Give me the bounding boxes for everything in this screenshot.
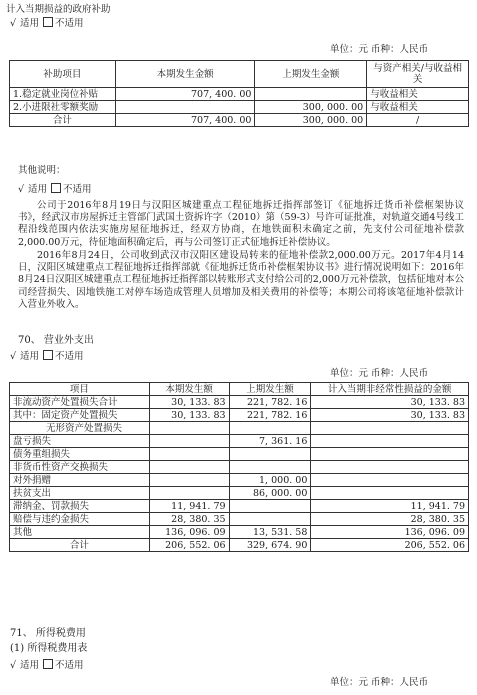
not-applicable-label: 不适用 <box>63 184 92 195</box>
cell-value: 11, 941. 79 <box>149 500 229 513</box>
cell-value: 1, 000. 00 <box>229 474 311 487</box>
table-row <box>10 396 469 409</box>
cell-value <box>311 435 469 448</box>
sec70-applicable-options <box>10 350 84 363</box>
income-tax-subtitle: (1) 所得税费用表 <box>10 643 88 654</box>
row-label: 赔偿与违约金损失 <box>10 513 150 526</box>
cell-value <box>229 513 311 526</box>
subsidy-table-header <box>10 61 469 88</box>
sec70-table-header <box>10 383 469 396</box>
row-label: 非货币性资产交换损失 <box>10 461 150 474</box>
cell-value: 707, 400. 00 <box>115 88 255 101</box>
row-label: 扶贫支出 <box>10 487 150 500</box>
cell-value: 与收益相关 <box>367 88 469 101</box>
header-cell: 与资产相关/与收益相关 <box>367 61 469 88</box>
sec70-unit-label: 单位：元 币种：人民币 <box>330 368 429 379</box>
header-cell: 本期发生额 <box>149 383 229 396</box>
applicable-label: 适用 <box>28 184 48 195</box>
subsidy-section-title: 计入当期损益的政府补助 <box>6 4 111 15</box>
not-applicable-label: 不适用 <box>55 351 84 362</box>
cell-value <box>311 448 469 461</box>
cell-value: 206, 552. 06 <box>149 539 229 552</box>
table-row <box>10 88 469 101</box>
other-notes-paragraph-2: 2016年8月24日，公司收到武汉市汉阳区建设局转来的征地补偿款2,000.00万元。2017年4月14日，汉阳区城建重点工程征地拆迁指挥部就《征地拆迁货币补偿框架协议书》进行情况说明如下：2016年8月24日汉阳区城建重点工程征地拆迁指挥部以转账形式支付给公司的2,000万元补偿款，包括征地对本公司经营损失、因地铁施工对停车场造成管理人员增加及相关费用的补偿等；本期公司将该笔征地补偿款计入营业外收入。 <box>18 250 464 310</box>
checkbox-empty-icon <box>43 659 53 669</box>
cell-value <box>311 461 469 474</box>
cell-value: 28, 380. 35 <box>311 513 469 526</box>
checkbox-empty-icon <box>43 350 53 360</box>
cell-value: 11, 941. 79 <box>311 500 469 513</box>
applicable-label: 适用 <box>20 18 40 29</box>
table-row <box>10 513 469 526</box>
applicable-label: 适用 <box>20 351 40 362</box>
table-row <box>10 487 469 500</box>
cell-value: 221, 782. 16 <box>229 409 311 422</box>
cell-value <box>115 101 255 114</box>
row-label: 其中：固定资产处置损失 <box>10 409 150 422</box>
header-cell: 计入当期非经常性损益的金额 <box>311 383 469 396</box>
row-label: 其他 <box>10 526 150 539</box>
cell-value <box>255 88 367 101</box>
row-label: 无形资产处置损失 <box>10 422 150 435</box>
other-notes-paragraph-1: 公司于2016年8月19日与汉阳区城建重点工程征地拆迁指挥部签订《征地拆迁货币补偿框架协议书》，经武汉市房屋拆迁主管部门武国土资拆许字（2010）第（59-3）号许可证批准，对轨道交通4号线工程沿线范围内依法实施房屋征地拆迁，经双方协商，在地铁面积未确定之前，先支付公司征地补偿款2,000.00万元，待征地面积确定后，再与公司签订正式征地拆迁补偿协议。 <box>18 200 464 248</box>
sec71-applicable-options <box>10 659 84 672</box>
cell-value: 221, 782. 16 <box>229 396 311 409</box>
cell-value <box>149 435 229 448</box>
cell-value <box>229 448 311 461</box>
header-cell: 上期发生金额 <box>255 61 367 88</box>
row-label: 2.小进限社零额奖励 <box>10 101 116 114</box>
cell-value <box>229 422 311 435</box>
subsidy-table <box>9 60 469 127</box>
table-row-total <box>10 114 469 127</box>
table-row <box>10 500 469 513</box>
cell-value <box>311 422 469 435</box>
cell-value <box>229 500 311 513</box>
check-mark-icon: √ <box>10 351 17 362</box>
cell-value: 136, 096. 09 <box>149 526 229 539</box>
cell-value <box>149 422 229 435</box>
row-label: 1.稳定就业岗位补贴 <box>10 88 116 101</box>
cell-value: 707, 400. 00 <box>115 114 255 127</box>
not-applicable-label: 不适用 <box>55 660 84 671</box>
sec71-unit-label: 单位：元 币种：人民币 <box>330 677 429 688</box>
non-operating-expense-table <box>9 382 469 552</box>
header-cell: 补助项目 <box>10 61 116 88</box>
table-row <box>10 526 469 539</box>
check-mark-icon: √ <box>18 184 25 195</box>
cell-value: / <box>367 114 469 127</box>
cell-value: 86, 000. 00 <box>229 487 311 500</box>
row-label: 合计 <box>10 539 150 552</box>
cell-value: 300, 000. 00 <box>255 114 367 127</box>
cell-value <box>149 448 229 461</box>
cell-value: 30, 133. 83 <box>149 409 229 422</box>
table-row <box>10 461 469 474</box>
header-cell: 项目 <box>10 383 150 396</box>
checkbox-empty-icon <box>51 183 61 193</box>
cell-value <box>229 461 311 474</box>
row-label: 合计 <box>10 114 116 127</box>
income-tax-title: 71、 所得税费用 <box>10 628 86 639</box>
other-applicable-options <box>18 183 92 196</box>
check-mark-icon: √ <box>10 660 17 671</box>
check-mark-icon: √ <box>10 18 17 29</box>
table-row <box>10 422 469 435</box>
table-row-total <box>10 539 469 552</box>
cell-value: 与收益相关 <box>367 101 469 114</box>
table-row <box>10 409 469 422</box>
row-label: 对外捐赠 <box>10 474 150 487</box>
cell-value <box>149 487 229 500</box>
header-cell: 本期发生金额 <box>115 61 255 88</box>
cell-value: 30, 133. 83 <box>311 409 469 422</box>
cell-value: 329, 674. 90 <box>229 539 311 552</box>
applicable-label: 适用 <box>20 660 40 671</box>
row-label: 盘亏损失 <box>10 435 150 448</box>
subsidy-unit-label: 单位：元 币种：人民币 <box>330 44 429 55</box>
cell-value <box>149 461 229 474</box>
row-label: 非流动资产处置损失合计 <box>10 396 150 409</box>
cell-value: 7, 361. 16 <box>229 435 311 448</box>
other-notes-title: 其他说明： <box>18 165 66 176</box>
table-row <box>10 435 469 448</box>
cell-value <box>311 474 469 487</box>
cell-value: 206, 552. 06 <box>311 539 469 552</box>
cell-value: 136, 096. 09 <box>311 526 469 539</box>
table-row <box>10 448 469 461</box>
cell-value: 28, 380. 35 <box>149 513 229 526</box>
row-label: 债务重组损失 <box>10 448 150 461</box>
cell-value: 30, 133. 83 <box>149 396 229 409</box>
subsidy-applicable-options <box>10 17 84 30</box>
row-label: 滞纳金、罚款损失 <box>10 500 150 513</box>
checkbox-empty-icon <box>43 17 53 27</box>
cell-value: 300, 000. 00 <box>255 101 367 114</box>
cell-value <box>311 487 469 500</box>
non-operating-expense-title: 70、 营业外支出 <box>18 335 94 346</box>
cell-value <box>149 474 229 487</box>
not-applicable-label: 不适用 <box>55 18 84 29</box>
header-cell: 上期发生额 <box>229 383 311 396</box>
cell-value: 13, 531. 58 <box>229 526 311 539</box>
table-row <box>10 474 469 487</box>
table-row <box>10 101 469 114</box>
cell-value: 30, 133. 83 <box>311 396 469 409</box>
